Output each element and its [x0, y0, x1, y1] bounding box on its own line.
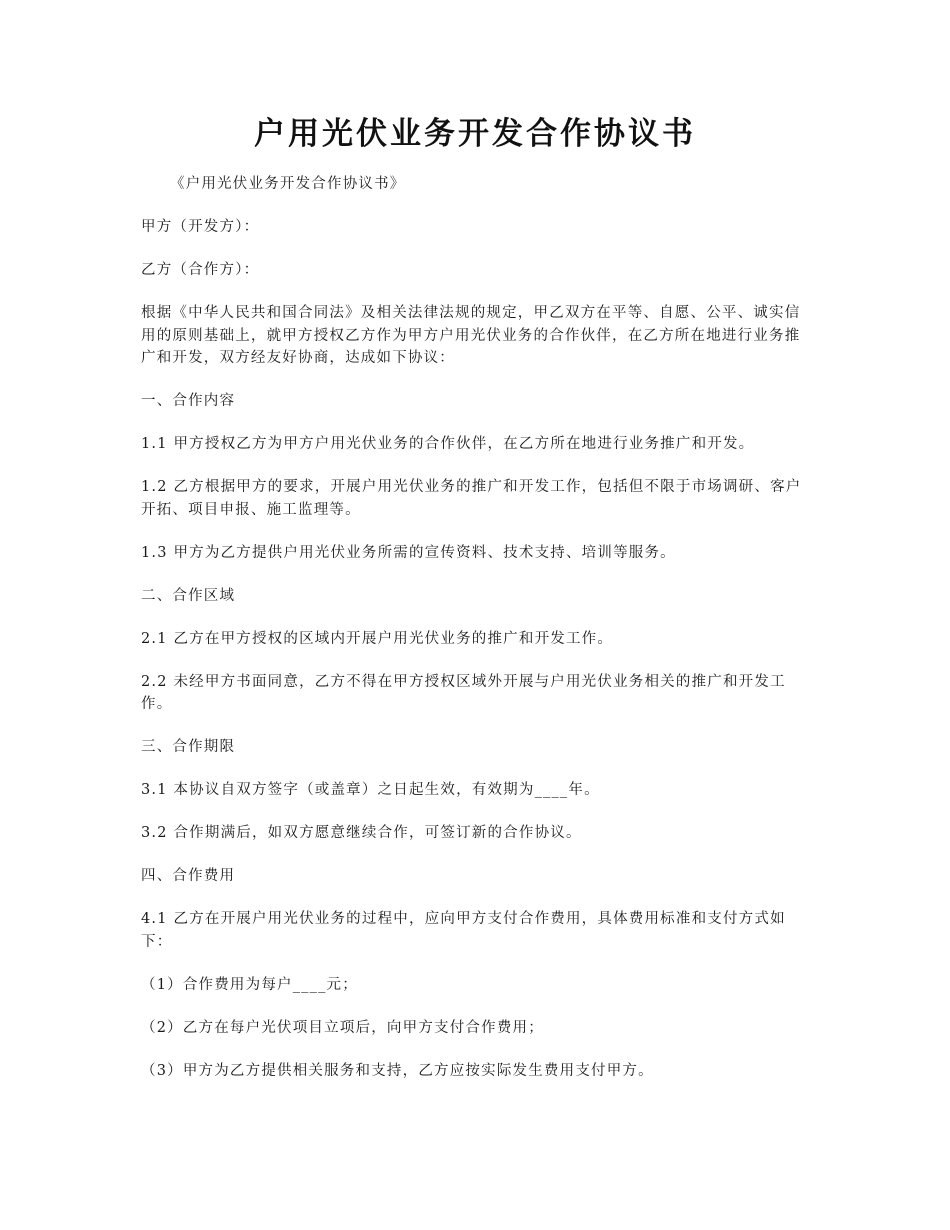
clause-paragraph: 3.1 本协议自双方签字（或盖章）之日起生效，有效期为____年。 — [141, 782, 600, 798]
list-item: （2）乙方在每户光伏项目立项后，向甲方支付合作费用； — [141, 1019, 544, 1036]
section-heading: 三、合作期限 — [141, 739, 236, 755]
clause-paragraph: 2.2 未经甲方书面同意，乙方不得在甲方授权区域外开展与户用光伏业务相关的推广和开发工作。 — [141, 673, 786, 712]
section-heading: 四、合作费用 — [141, 868, 236, 884]
clause-paragraph: 3.2 合作期满后，如双方愿意继续合作，可签订新的合作协议。 — [141, 825, 582, 841]
clause-paragraph: 2.1 乙方在甲方授权的区域内开展户用光伏业务的推广和开发工作。 — [141, 630, 614, 647]
clause-paragraph: 4.1 乙方在开展户用光伏业务的过程中，应向甲方支付合作费用，具体费用标准和支付方式如下： — [141, 911, 786, 950]
section-heading: 一、合作内容 — [141, 393, 236, 409]
document-body — [141, 173, 811, 1103]
document-subtitle: 《户用光伏业务开发合作协议书》 — [170, 176, 406, 192]
party-a-line: 甲方（开发方）： — [141, 219, 260, 235]
clause-paragraph: 1.1 甲方授权乙方为甲方户用光伏业务的合作伙伴，在乙方所在地进行业务推广和开发。 — [141, 436, 755, 452]
list-item: （1）合作费用为每户____元； — [141, 976, 358, 993]
section-heading: 二、合作区域 — [141, 587, 236, 604]
party-b-line: 乙方（合作方）： — [141, 262, 260, 278]
clause-paragraph: 1.3 甲方为乙方提供户用光伏业务所需的宣传资料、技术支持、培训等服务。 — [141, 544, 676, 561]
list-item: （3）甲方为乙方提供相关服务和支持，乙方应按实际发生费用支付甲方。 — [141, 1062, 654, 1079]
document-title: 户用光伏业务开发合作协议书 — [254, 116, 696, 152]
preamble-paragraph: 根据《中华人民共和国合同法》及相关法律法规的规定，甲乙双方在平等、自愿、公平、诚实信用的原则基础上，就甲方授权乙方作为甲方户用光伏业务的合作伙伴，在乙方所在地进行业务推广和开发，双方经友好协商，达成如下协议： — [141, 305, 801, 366]
clause-paragraph: 1.2 乙方根据甲方的要求，开展户用光伏业务的推广和开发工作，包括但不限于市场调研、客户开拓、项目申报、施工监理等。 — [141, 479, 802, 518]
